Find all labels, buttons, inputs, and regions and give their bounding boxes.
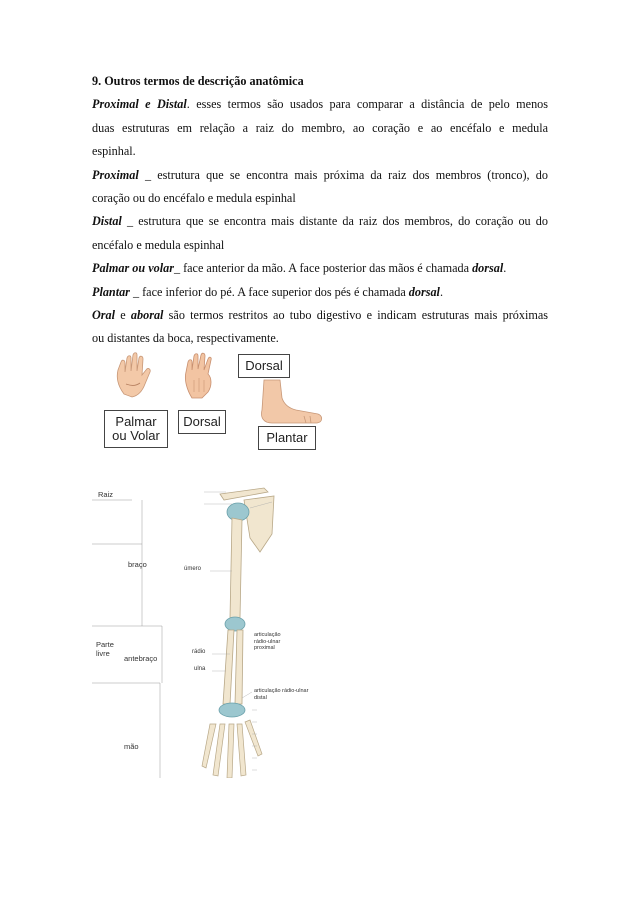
term-dorsal-hand: dorsal (472, 261, 504, 276)
paragraph-plantar: Plantar _ face inferior do pé. A face superior dos pés é chamada dorsal. (92, 284, 443, 299)
shoulder-bones (220, 488, 274, 552)
term-oral: Oral (92, 308, 116, 323)
paragraph-oral: Oral e aboral são termos restritos ao tubo digestivo e indicam estruturas mais próximas (92, 308, 548, 323)
paragraph-proximal: Proximal _ estrutura que se encontra mais próxima da raiz dos membros (tronco), do (92, 167, 548, 182)
term-palmar: Palmar ou volar (92, 261, 174, 276)
wrist-joint (219, 703, 245, 717)
foot-illustration (261, 380, 321, 423)
shoulder-joint (227, 503, 249, 521)
plantar-label: Plantar (258, 426, 316, 450)
paragraph-proximal-distal-line2: duas estruturas em relação a raiz do membro, ao coração e ao encéfalo e medula (92, 120, 548, 135)
region-label-antebraco: antebraço (124, 654, 158, 663)
humerus-bone (230, 518, 242, 618)
paragraph-proximal-distal: Proximal e Distal. esses termos são usados para comparar a distância de pelo menos (92, 97, 549, 112)
paragraph-palmar: Palmar ou volar_ face anterior da mão. A face posterior das mãos é chamada dorsal. (92, 261, 507, 276)
palm-hand-illustration (117, 353, 150, 397)
elbow-joint (225, 617, 245, 631)
term-dorsal-foot: dorsal (408, 284, 440, 299)
paragraph-proximal-line2: coração ou do encéfalo e medula espinhal (92, 191, 296, 206)
arm-skeleton-illustration (92, 478, 338, 778)
term-plantar: Plantar (92, 284, 130, 299)
paragraph-proximal-distal-line3: espinhal. (92, 144, 136, 159)
region-dividers (92, 500, 162, 778)
radius-bone (235, 630, 243, 704)
paragraph-distal: Distal _ estrutura que se encontra mais distante da raiz dos membros, do coração ou do (92, 214, 548, 229)
hand-bones (202, 720, 262, 778)
bone-label-umero: úmero (184, 566, 202, 572)
text-section (92, 70, 548, 351)
palmar-label: Palmar ou Volar (104, 410, 168, 448)
arm-skeleton-figure (92, 478, 338, 778)
term-proximal: Proximal (92, 167, 139, 182)
bone-label-ulna: ulna (194, 666, 206, 672)
term-distal: Distal (92, 214, 122, 229)
dorsal-foot-label: Dorsal (238, 354, 290, 378)
joint-label-distal: articulação rádio-ulnar distal (254, 688, 309, 701)
region-label-raiz: Raiz (98, 490, 114, 499)
region-label-parte-livre: Parte livre (96, 640, 114, 658)
joint-label-proximal: articulação rádio-ulnar proximal (254, 632, 281, 651)
paragraph-distal-line2: encéfalo e medula espinhal (92, 237, 225, 252)
region-label-mao: mão (124, 742, 139, 751)
bone-label-radio: rádio (192, 649, 206, 655)
dorsal-hand-label: Dorsal (178, 410, 226, 434)
term-aboral: aboral (130, 308, 164, 323)
region-label-braco: braço (128, 560, 147, 569)
term-proximal-distal: Proximal e Distal (92, 97, 187, 112)
section-heading: 9. Outros termos de descrição anatômica (92, 74, 304, 88)
hands-feet-figure (104, 350, 324, 453)
dorsal-hand-illustration (185, 353, 211, 398)
ulna-bone (223, 630, 234, 704)
paragraph-oral-line2: ou distantes da boca, respectivamente. (92, 331, 279, 346)
